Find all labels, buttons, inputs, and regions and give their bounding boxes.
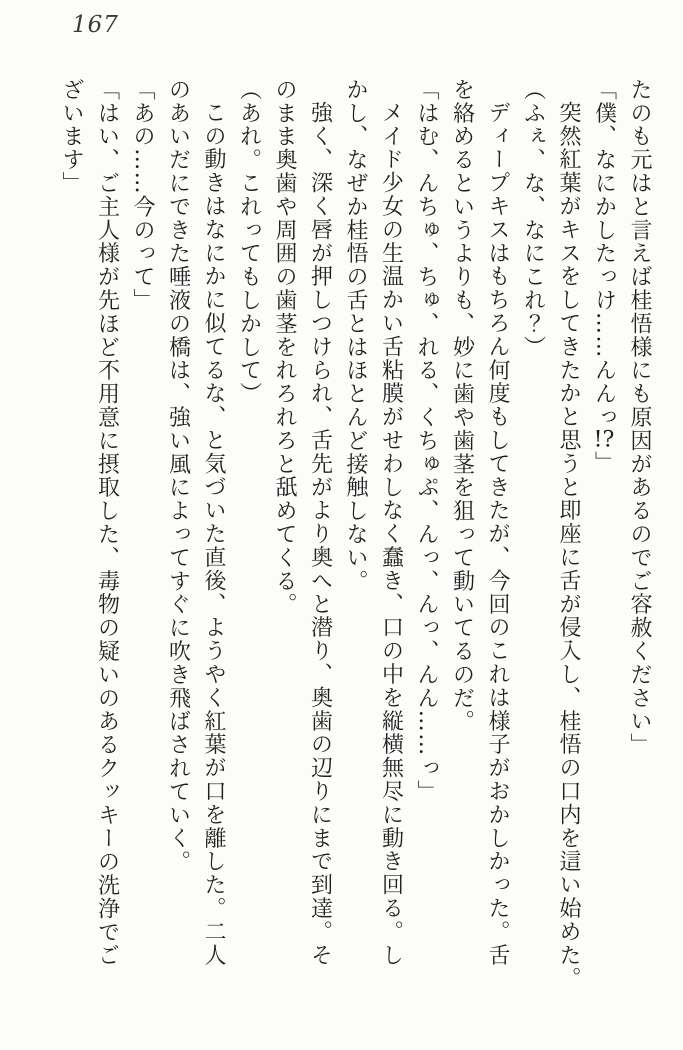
text-line: （あれ。これってもしかして） xyxy=(236,78,262,406)
text-line: この動きはなにかに似てるな、と気づいた直後、ようやく紅葉が口を離した。二人 xyxy=(201,101,226,968)
text-line: のまま奥歯や周囲の歯茎をれろれろと舐めてくる。 xyxy=(272,78,297,617)
text-line: ざいます」 xyxy=(59,78,84,195)
tatechuyoko-exclamation-question: !? xyxy=(593,429,615,451)
text-line: かし、なぜか桂悟の舌とはほとんど接触しない。 xyxy=(343,78,368,593)
book-page-text xyxy=(54,78,658,993)
page-number: 167 xyxy=(72,12,119,38)
text-line: ディープキスはもちろん何度もしてきたが、今回のこれは様子がおかしかった。舌 xyxy=(485,101,510,968)
text-line: たのも元はと言えば桂悟様にも原因があるのでご容赦ください」 xyxy=(627,78,652,757)
text-line: （ふぇ、な、なにこれ？） xyxy=(520,78,546,359)
text-line: 強く、深く唇が押しつけられ、舌先がより奥へと潜り、奥歯の辺りにまで到達。そ xyxy=(307,101,333,968)
text-line: 「はい、ご主人様が先ほど不用意に摂取した、毒物の疑いのあるクッキーの洗浄でご xyxy=(94,78,120,968)
text-line: 「はむ、んちゅ、ちゅ、れる、くちゅぷ、んっ、んっ、んん……っ」 xyxy=(414,78,439,804)
text-line: を絡めるというよりも、妙に歯や歯茎を狙って動いてるのだ。 xyxy=(449,78,475,734)
text-line: 「僕、なにかしたっけ……んんっ!?」 xyxy=(591,78,617,475)
text-line: メイド少女の生温かい舌粘膜がせわしなく蠢き、口の中を縦横無尽に動き回る。し xyxy=(378,101,404,968)
text-line: 突然紅葉がキスをしてきたかと思うと即座に舌が侵入し、桂悟の口内を這い始めた。 xyxy=(556,101,581,991)
text-line: 「あの……今のって」 xyxy=(130,78,155,312)
text-line: のあいだにできた唾液の橋は、強い風によってすぐに吹き飛ばされていく。 xyxy=(165,78,191,874)
